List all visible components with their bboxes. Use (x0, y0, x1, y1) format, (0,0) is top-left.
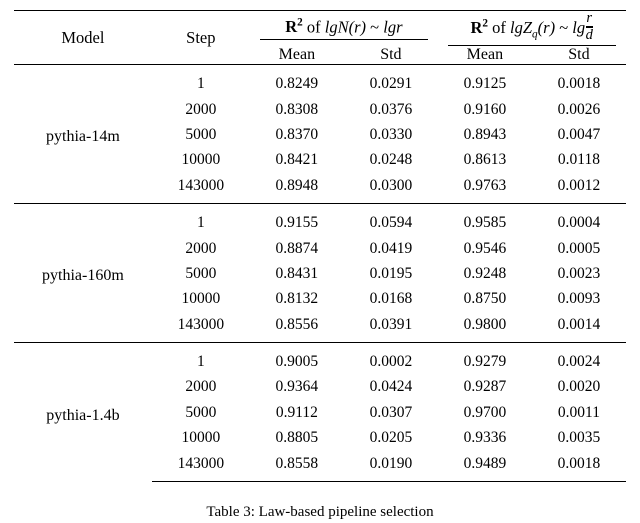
r2z-mean: 0.9585 (438, 204, 532, 236)
r2n-mean: 0.8249 (250, 65, 344, 97)
header-std-1: Std (380, 46, 402, 64)
caption-label: Table 3: (206, 504, 255, 520)
r2n-mean: 0.8874 (275, 239, 319, 257)
r2z-mean: 0.9800 (463, 315, 507, 333)
step-value: 2000 (185, 239, 217, 257)
step-value: 1 (152, 204, 250, 236)
r2z-std: 0.0047 (557, 125, 601, 143)
header-group-lgz: $R^2$ of lgZ$_q$(r) ~ lg $\frac{r}{d}$ (438, 11, 626, 47)
step-value: 5000 (185, 403, 217, 421)
table-row (14, 204, 626, 236)
r2z-mean: 0.9546 (463, 239, 507, 257)
table-caption (0, 504, 640, 521)
table-header-row-1 (14, 11, 626, 47)
r2z-mean: 0.9287 (463, 378, 507, 396)
r2z-std: 0.0018 (532, 451, 626, 482)
r2n-std: 0.0190 (344, 451, 438, 482)
r2z-std: 0.0093 (557, 290, 601, 308)
caption-text: Law-based pipeline selection (254, 504, 434, 520)
r2n-std: 0.0002 (344, 343, 438, 375)
r2n-mean: 0.8805 (275, 429, 319, 447)
step-value: 10000 (181, 290, 221, 308)
r2z-mean: 0.9125 (438, 65, 532, 97)
r2n-mean: 0.8370 (275, 125, 319, 143)
step-value: 143000 (152, 451, 250, 482)
r2n-mean: 0.8558 (250, 451, 344, 482)
r2z-std: 0.0118 (557, 151, 600, 169)
r2n-mean: 0.8132 (275, 290, 319, 308)
model-name: pythia-1.4b (14, 343, 152, 482)
header-mean-2: Mean (466, 46, 504, 64)
r2n-std: 0.0594 (344, 204, 438, 236)
header-model: Model (14, 11, 152, 65)
r2n-std: 0.0300 (369, 176, 413, 194)
r2n-std: 0.0330 (369, 125, 413, 143)
model-name: pythia-160m (14, 204, 152, 343)
r2z-mean: 0.8750 (463, 290, 507, 308)
r2z-std: 0.0024 (532, 343, 626, 375)
r2n-std: 0.0419 (369, 239, 413, 257)
r2n-std: 0.0291 (344, 65, 438, 97)
r2n-std: 0.0248 (369, 151, 413, 169)
step-value: 5000 (185, 264, 217, 282)
model-name: pythia-14m (14, 65, 152, 204)
step-value: 1 (152, 65, 250, 97)
header-mean-1: Mean (278, 46, 316, 64)
r2n-std: 0.0205 (369, 429, 413, 447)
r2z-mean: 0.9700 (463, 403, 507, 421)
r2z-std: 0.0026 (557, 100, 601, 118)
r2n-mean: 0.9155 (250, 204, 344, 236)
r2n-std: 0.0376 (369, 100, 413, 118)
r2z-std: 0.0018 (532, 65, 626, 97)
step-value: 1 (152, 343, 250, 375)
r2z-mean: 0.8943 (463, 125, 507, 143)
r2n-mean: 0.8556 (275, 315, 319, 333)
r2z-std: 0.0004 (532, 204, 626, 236)
r2z-std: 0.0023 (557, 264, 601, 282)
r2n-std: 0.0307 (369, 403, 413, 421)
r2z-mean: 0.8613 (463, 151, 507, 169)
step-value: 143000 (177, 176, 225, 194)
table-row (14, 65, 626, 97)
r2z-mean: 0.9279 (438, 343, 532, 375)
r2n-std: 0.0195 (369, 264, 413, 282)
r2z-std: 0.0011 (557, 403, 600, 421)
r2z-mean: 0.9160 (463, 100, 507, 118)
table-row (14, 343, 626, 375)
r2n-std: 0.0391 (369, 315, 413, 333)
r2n-mean: 0.8421 (275, 151, 319, 169)
step-value: 2000 (185, 378, 217, 396)
r2z-std: 0.0020 (557, 378, 601, 396)
r2n-mean: 0.9005 (250, 343, 344, 375)
step-value: 5000 (185, 125, 217, 143)
step-value: 10000 (181, 429, 221, 447)
r2z-mean: 0.9489 (438, 451, 532, 482)
r2n-mean: 0.9112 (275, 403, 318, 421)
r2z-std: 0.0035 (557, 429, 601, 447)
step-value: 10000 (181, 151, 221, 169)
header-step: Step (152, 11, 250, 65)
r2n-std: 0.0424 (369, 378, 413, 396)
r2n-mean: 0.8431 (275, 264, 319, 282)
r2z-mean: 0.9248 (463, 264, 507, 282)
r2n-mean: 0.8948 (275, 176, 319, 194)
step-value: 2000 (185, 100, 217, 118)
r2n-mean: 0.8308 (275, 100, 319, 118)
r2z-mean: 0.9336 (463, 429, 507, 447)
r2z-std: 0.0012 (557, 176, 601, 194)
r2z-mean: 0.9763 (463, 176, 507, 194)
r2z-std: 0.0005 (557, 239, 601, 257)
step-value: 143000 (177, 315, 225, 333)
header-group-lgn: $R^2$ of lgN(r) ~ lgr (250, 11, 438, 47)
header-std-2: Std (568, 46, 590, 64)
r2n-mean: 0.9364 (275, 378, 319, 396)
r2z-std: 0.0014 (557, 315, 601, 333)
r2n-std: 0.0168 (369, 290, 413, 308)
results-table (14, 10, 626, 482)
